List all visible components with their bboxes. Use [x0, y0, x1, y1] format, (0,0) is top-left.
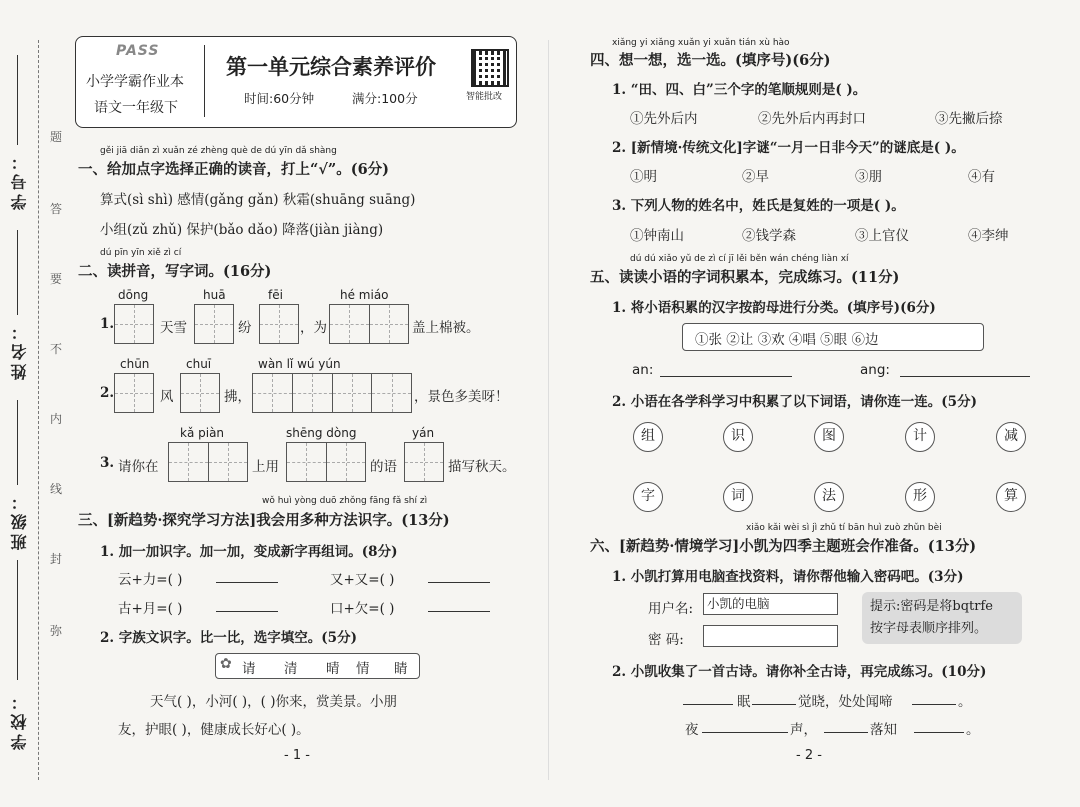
class-line [17, 400, 18, 485]
page-number-1: - 1 - [284, 748, 310, 763]
poem-blank[interactable] [912, 704, 956, 705]
s1-title: 一、给加点字选择正确的读音，打上“√”。(6分) [78, 161, 390, 178]
s2-q2-text2: 拂， [224, 389, 251, 405]
s4-q2: 2. [新情境·传统文化]字谜“一月一日非今天”的谜底是( )。 [612, 140, 965, 156]
s5-q2: 2. 小语在各学科学习中积累了以下词语，请你连一连。(5分) [612, 394, 977, 410]
s6-q2: 2. 小凯收集了一首古诗。请你补全古诗，再完成练习。(10分) [612, 664, 987, 680]
seal-char: 不 [50, 342, 63, 356]
an-label: an: [632, 362, 654, 378]
s4-q2-opt[interactable]: ②早 [742, 169, 769, 185]
an-answer-line[interactable] [660, 376, 792, 377]
binding-dashed-line [38, 40, 39, 780]
answer-blank[interactable] [216, 611, 278, 612]
s3-title: 三、[新趋势·探究学习方法]我会用多种方法识字。(13分) [78, 512, 450, 529]
s2-q3-text2: 的语 [370, 459, 397, 475]
poem1-a: 眠 [737, 694, 751, 710]
poem2-c: 落知 [870, 722, 897, 738]
word-badge-top[interactable]: 计 [905, 422, 935, 452]
school-line [17, 560, 18, 680]
s4-q2-opt[interactable]: ④有 [968, 169, 995, 185]
s2-q1-py1: dōng [118, 288, 149, 302]
s2-q3-py3: yán [412, 426, 435, 440]
s3-q1-title: 1. 加一加识字。加一加，变成新字再组词。(8分) [100, 544, 398, 560]
number-line [17, 55, 18, 145]
s6-title: 六、[新趋势·情境学习]小凯为四季主题班会作准备。(13分) [590, 538, 977, 555]
writing-grid[interactable] [114, 304, 154, 344]
poem1-b: 觉晓，处处闻啼 [798, 694, 893, 710]
seal-char: 线 [50, 482, 63, 496]
writing-grid[interactable] [329, 304, 409, 344]
answer-blank[interactable] [428, 582, 490, 583]
s4-q3-opt[interactable]: ④李绅 [968, 228, 1009, 244]
password-input[interactable] [703, 625, 838, 647]
seal-char: 封 [50, 552, 63, 566]
poem-blank[interactable] [752, 704, 796, 705]
s2-q2-py2: chuī [186, 357, 212, 371]
word-badge-top[interactable]: 识 [723, 422, 753, 452]
char-options-box [215, 653, 420, 679]
char-option: 请 [242, 661, 256, 677]
s2-q3-py1: kǎ piàn [180, 426, 225, 440]
poem-blank[interactable] [683, 704, 733, 705]
s4-q3: 3. 下列人物的姓名中，姓氏是复姓的一项是( )。 [612, 198, 905, 214]
grade-name: 语文一年级下 [94, 100, 178, 116]
s2-pinyin: dú pīn yīn xiě zì cí [100, 248, 182, 258]
s4-q1-opt[interactable]: ②先外后内再封口 [758, 111, 866, 127]
s2-q1-text2: 纷 [238, 320, 252, 336]
word-badge-top[interactable]: 组 [633, 422, 663, 452]
word-badge-bottom[interactable]: 字 [633, 482, 663, 512]
s2-q2-text3: ，景色多美呀！ [414, 389, 509, 405]
answer-blank[interactable] [428, 611, 490, 612]
username-input[interactable]: 小凯的电脑 [703, 593, 838, 615]
char-option: 清 [284, 661, 298, 677]
s4-q1-opt[interactable]: ①先外后内 [630, 111, 698, 127]
s2-q2-text1: 风 [160, 389, 174, 405]
flower-icon: ✿ [220, 656, 232, 672]
class-label: 班级： [10, 490, 29, 550]
s3-eq1[interactable]: 云+力=( ) [118, 572, 183, 588]
ang-label: ang: [860, 362, 890, 378]
seal-char: 要 [50, 272, 63, 286]
qr-code-icon[interactable] [471, 49, 509, 87]
s4-q2-opt[interactable]: ③朋 [855, 169, 882, 185]
writing-grid[interactable] [180, 373, 220, 413]
header-box [75, 36, 517, 128]
writing-grid[interactable] [404, 442, 444, 482]
poem-blank[interactable] [914, 732, 964, 733]
s2-q3-text1: 上用 [252, 459, 279, 475]
seal-char: 弥 [50, 624, 63, 638]
name-label: 姓名： [10, 320, 29, 380]
exam-score: 满分:100分 [352, 91, 418, 106]
s2-q1-py4: hé miáo [340, 288, 389, 302]
s3-fill2[interactable]: 友，护眼( )，健康成长好心( )。 [118, 722, 310, 738]
s1-row1[interactable]: 算式(sì shì) 感情(gǎng gǎn) 秋霜(shuāng suāng) [100, 192, 416, 208]
seal-char: 内 [50, 412, 63, 426]
s2-q1-text4: 盖上棉被。 [412, 320, 480, 336]
s2-q3-text3: 描写秋天。 [448, 459, 516, 475]
word-badge-top[interactable]: 减 [996, 422, 1026, 452]
s5-pinyin: dú dú xiǎo yǔ de zì cí jī lěi běn wán chéng liàn xí [630, 254, 849, 264]
s2-q3-num: 3. [100, 455, 115, 471]
s5-q1: 1. 将小语积累的汉字按韵母进行分类。(填序号)(6分) [612, 300, 936, 316]
qr-label: 智能批改 [466, 92, 503, 102]
s4-q3-opt[interactable]: ③上官仪 [855, 228, 909, 244]
s6-q1: 1. 小凯打算用电脑查找资料，请你帮他输入密码吧。(3分) [612, 569, 964, 585]
s6-pinyin: xiǎo kǎi wèi sì jì zhǔ tí bān huì zuò zhǔn bèi [746, 523, 942, 533]
number-label: 学号： [10, 150, 29, 210]
s4-title: 四、想一想，选一选。(填序号)(6分) [590, 52, 831, 69]
s5-chars: ①张 ②让 ③欢 ④唱 ⑤眼 ⑥边 [695, 332, 879, 348]
s1-pinyin: gěi jiā diǎn zì xuǎn zé zhèng què de dú yīn dǎ shàng [100, 146, 337, 156]
word-badge-bottom[interactable]: 词 [723, 482, 753, 512]
s5-char-box [682, 323, 984, 351]
s2-q1-py2: huā [203, 288, 226, 302]
poem2-d: 。 [966, 722, 980, 738]
poem2-b: 声， [790, 722, 817, 738]
s2-q2-py3: wàn lǐ wú yún [258, 357, 341, 371]
writing-grid[interactable] [114, 373, 154, 413]
poem-blank[interactable] [702, 732, 788, 733]
s2-q3-text0: 请你在 [118, 459, 159, 475]
writing-grid[interactable] [168, 442, 248, 482]
page-title: 第一单元综合素养评价 [226, 54, 436, 79]
s2-q2-py1: chūn [120, 357, 150, 371]
s4-q3-opt[interactable]: ②钱学森 [742, 228, 796, 244]
s5-title: 五、读读小语的字词积累本，完成练习。(11分) [590, 269, 900, 286]
hint-line: 按字母表顺序排列。 [870, 621, 988, 636]
s4-q1-opt[interactable]: ③先撇后捺 [935, 111, 1003, 127]
s3-fill1[interactable]: 天气( )，小河( )，( )你来，赏美景。小朋 [150, 694, 397, 710]
ang-answer-line[interactable] [900, 376, 1030, 377]
answer-blank[interactable] [216, 582, 278, 583]
s2-title: 二、读拼音，写字词。(16分) [78, 263, 272, 280]
s2-q1-py3: fēi [268, 288, 283, 302]
writing-grid[interactable] [194, 304, 234, 344]
s3-pinyin: wǒ huì yòng duō zhǒng fāng fǎ shí zì [262, 496, 428, 506]
s2-q2-num: 2. [100, 385, 115, 401]
s3-eq2[interactable]: 又+又=( ) [330, 572, 395, 588]
exam-time: 时间:60分钟 [244, 91, 315, 106]
s2-q3-py2: shēng dòng [286, 426, 357, 440]
poem2-a: 夜 [685, 722, 699, 738]
pass-logo: PASS [116, 43, 160, 59]
s4-q1: 1. “田、四、白”三个字的笔顺规则是( )。 [612, 82, 867, 98]
s3-q2-title: 2. 字族文识字。比一比，选字填空。(5分) [100, 630, 357, 646]
password-label: 密 码: [648, 632, 684, 648]
s4-q2-opt[interactable]: ①明 [630, 169, 657, 185]
username-label: 用户名: [648, 601, 694, 617]
page-number-2: - 2 - [796, 748, 822, 763]
word-badge-bottom[interactable]: 形 [905, 482, 935, 512]
page-divider [548, 40, 549, 780]
series-name: 小学学霸作业本 [86, 74, 184, 90]
hint-line: 提示:密码是将bqtrfe [870, 599, 993, 614]
writing-grid[interactable] [252, 373, 412, 413]
writing-grid[interactable] [259, 304, 299, 344]
poem1-c: 。 [958, 694, 972, 710]
name-line [17, 230, 18, 315]
s2-q1-num: 1. [100, 316, 115, 332]
s1-row2[interactable]: 小组(zǔ zhǔ) 保护(bǎo dǎo) 降落(jiàn jiàng) [100, 222, 384, 238]
word-badge-bottom[interactable]: 算 [996, 482, 1026, 512]
s3-eq4[interactable]: 口+欠=( ) [330, 601, 395, 617]
poem-blank[interactable] [824, 732, 868, 733]
school-label: 学校： [10, 690, 29, 750]
writing-grid[interactable] [286, 442, 366, 482]
header-separator [204, 45, 205, 117]
s2-q1-text3: ，为 [300, 320, 327, 336]
password-hint [862, 592, 1022, 644]
s3-eq3[interactable]: 古+月=( ) [118, 601, 183, 617]
char-option: 睛 [394, 661, 408, 677]
s2-q1-text1: 天雪 [160, 320, 187, 336]
char-option: 晴 [326, 661, 340, 677]
seal-char: 答 [50, 202, 63, 216]
seal-char: 题 [50, 130, 63, 144]
char-option: 情 [356, 661, 370, 677]
word-badge-bottom[interactable]: 法 [814, 482, 844, 512]
s4-pinyin: xiǎng yi xiǎng xuǎn yi xuǎn tián xù hào [612, 38, 790, 48]
word-badge-top[interactable]: 图 [814, 422, 844, 452]
s4-q3-opt[interactable]: ①钟南山 [630, 228, 684, 244]
